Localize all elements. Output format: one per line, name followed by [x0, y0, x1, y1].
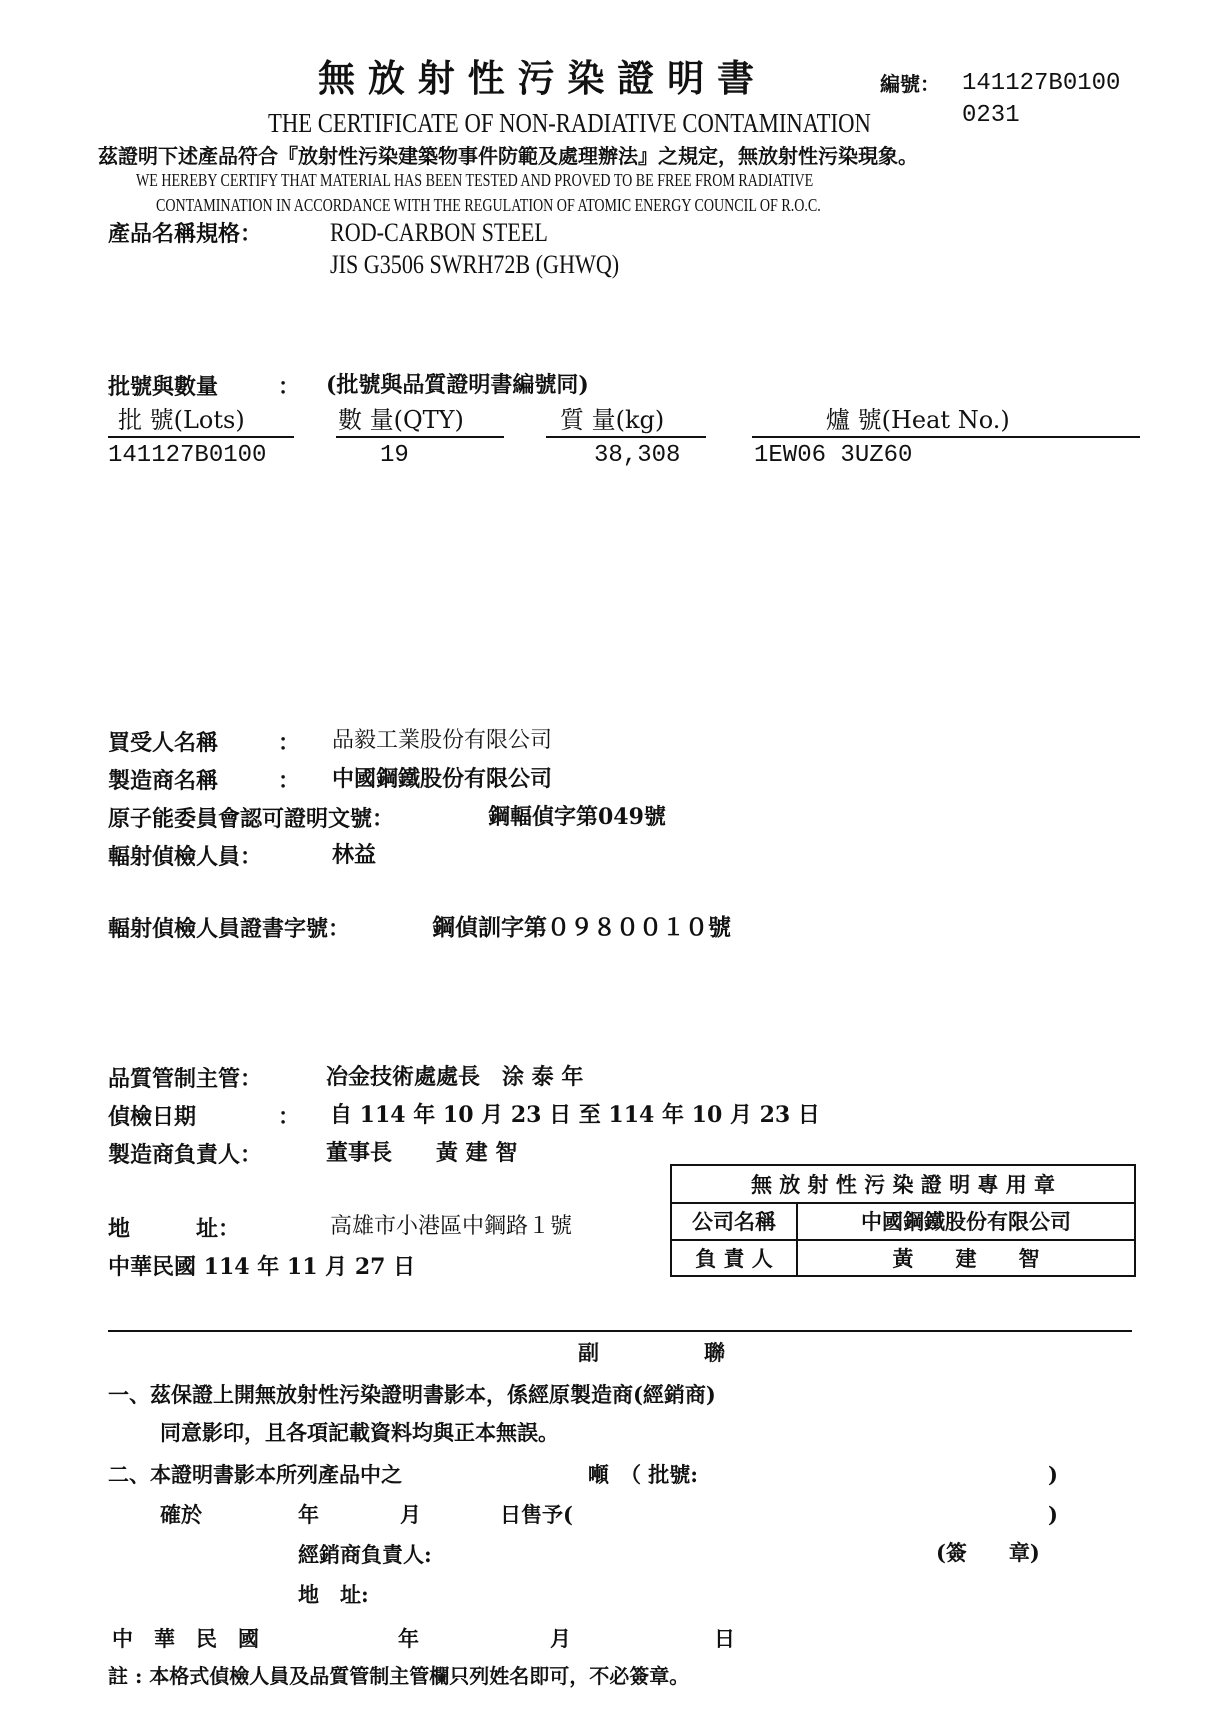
official-stamp: [670, 1164, 1136, 1277]
address-label: 地 址：: [108, 1216, 241, 1242]
lots-header-lot: 批 號(Lots): [118, 406, 245, 434]
lots-header-heat: 爐 號(Heat No.): [826, 406, 1010, 434]
statement-zh: 茲證明下述產品符合『放射性污染建築物事件防範及處理辦法』之規定，無放射性污染現象。: [98, 144, 918, 168]
copy-year: 年: [298, 1502, 319, 1527]
buyer-value: 品毅工業股份有限公司: [332, 728, 553, 753]
qty-header-underline: [336, 436, 504, 438]
stamp-resp-label: 負 責 人: [695, 1245, 773, 1271]
copy-dealer: 經銷商負責人:: [298, 1542, 432, 1567]
copy-roc-year: 年: [398, 1626, 419, 1651]
copy-roc-day: 日: [714, 1626, 735, 1651]
copy-lot-label: （ 批號:: [620, 1462, 699, 1487]
maker-value: 中國鋼鐵股份有限公司: [332, 766, 553, 792]
maker-label: 製造商名稱: [108, 768, 219, 794]
inspector-label: 輻射偵檢人員：: [108, 844, 263, 870]
copy-day-sold: 日售予(: [500, 1502, 573, 1527]
certificate-number: 141127B0100: [962, 70, 1121, 97]
permit-value: 鋼輻偵字第049號: [488, 804, 666, 830]
certificate-number-label: 編號：: [880, 72, 940, 96]
copy-seal: (簽 章): [936, 1540, 1040, 1565]
stamp-resp-value: 黃 建 智: [892, 1245, 1040, 1271]
footer-note: 註 : 本格式偵檢人員及品質管制主管欄只列姓名即可，不必簽章。: [108, 1664, 690, 1688]
copy-paren-close-2: ): [1048, 1502, 1058, 1527]
lots-note: (批號與品質證明書編號同): [326, 372, 589, 398]
inspection-date-value: 自 114 年 10 月 23 日 至 114 年 10 月 23 日: [330, 1102, 820, 1128]
lot-weight: 38,308: [594, 442, 681, 469]
lot-qty: 19: [380, 442, 409, 469]
product-spec: JIS G3506 SWRH72B (GHWQ): [330, 250, 620, 279]
stamp-company-label: 公司名稱: [692, 1209, 776, 1234]
manufacturer-resp-label: 製造商負責人：: [108, 1142, 263, 1168]
stamp-company-value: 中國鋼鐵股份有限公司: [861, 1209, 1071, 1234]
inspector-cert-label: 輻射偵檢人員證書字號：: [108, 916, 351, 942]
inspection-date-label: 偵檢日期: [108, 1104, 197, 1130]
issue-date: 中華民國 114 年 11 月 27 日: [108, 1254, 416, 1280]
section-divider: [108, 1330, 1132, 1332]
lots-header-underline: [108, 436, 294, 438]
stamp-title-row: [672, 1166, 1134, 1204]
certificate-number-suffix: 0231: [962, 102, 1020, 129]
buyer-colon: ：: [278, 730, 301, 756]
statement-en-line1: WE HEREBY CERTIFY THAT MATERIAL HAS BEEN TESTED AND PROVED TO BE FREE FROM RADIATIVE: [136, 170, 814, 190]
permit-label: 原子能委員會認可證明文號：: [108, 806, 395, 832]
stamp-company-row: [672, 1203, 1134, 1241]
copy-roc: 中 華 民 國: [112, 1626, 259, 1651]
inspector-cert-value: 鋼偵訓字第０９８００１０號: [432, 914, 731, 941]
copy-item1-line2: 同意影印，且各項記載資料均與正本無誤。: [160, 1420, 559, 1445]
copy-ton: 噸: [588, 1462, 609, 1487]
inspector-value: 林益: [332, 842, 377, 868]
statement-en-line2: CONTAMINATION IN ACCORDANCE WITH THE REGULATION OF ATOMIC ENERGY COUNCIL OF R.O.C.: [156, 195, 821, 215]
copy-item2-start: 二、本證明書影本所列產品中之: [108, 1462, 402, 1487]
buyer-label: 買受人名稱: [108, 730, 219, 756]
copy-address: 地 址:: [298, 1582, 369, 1607]
copy-month: 月: [400, 1502, 421, 1527]
lots-header-weight: 質 量(kg): [560, 406, 665, 434]
certificate-title-en: THE CERTIFICATE OF NON-RADIATIVE CONTAMINATION: [268, 108, 871, 138]
qc-manager-label: 品質管制主管：: [108, 1066, 263, 1092]
lot-heat-no: 1EW06 3UZ60: [754, 442, 913, 469]
address-value: 高雄市小港區中鋼路１號: [330, 1214, 573, 1239]
product-label: 產品名稱規格：: [108, 221, 263, 247]
copy-on: 確於: [160, 1502, 202, 1527]
weight-header-underline: [546, 436, 706, 438]
lots-header-qty: 數 量(QTY): [338, 406, 464, 434]
copy-title: 副 聯: [578, 1340, 725, 1365]
qc-manager-value: 冶金技術處處長 涂 泰 年: [326, 1064, 584, 1090]
copy-roc-month: 月: [550, 1626, 571, 1651]
certificate-title-zh: 無 放 射 性 污 染 證 明 書: [318, 56, 755, 100]
stamp-resp-row: [672, 1240, 1134, 1275]
product-name: ROD-CARBON STEEL: [330, 218, 548, 247]
copy-item1-line1: 一、茲保證上開無放射性污染證明書影本，係經原製造商(經銷商): [108, 1382, 716, 1407]
heat-header-underline: [752, 436, 1140, 438]
manufacturer-resp-value: 董事長 黃 建 智: [326, 1140, 518, 1166]
copy-paren-close-1: ): [1048, 1462, 1058, 1487]
lots-label: 批號與數量: [108, 374, 219, 400]
lots-colon: ：: [278, 374, 301, 400]
stamp-title: 無 放 射 性 污 染 證 明 專 用 章: [750, 1172, 1056, 1197]
maker-colon: ：: [278, 768, 301, 794]
inspection-date-colon: ：: [278, 1104, 301, 1130]
lot-number: 141127B0100: [108, 442, 267, 469]
